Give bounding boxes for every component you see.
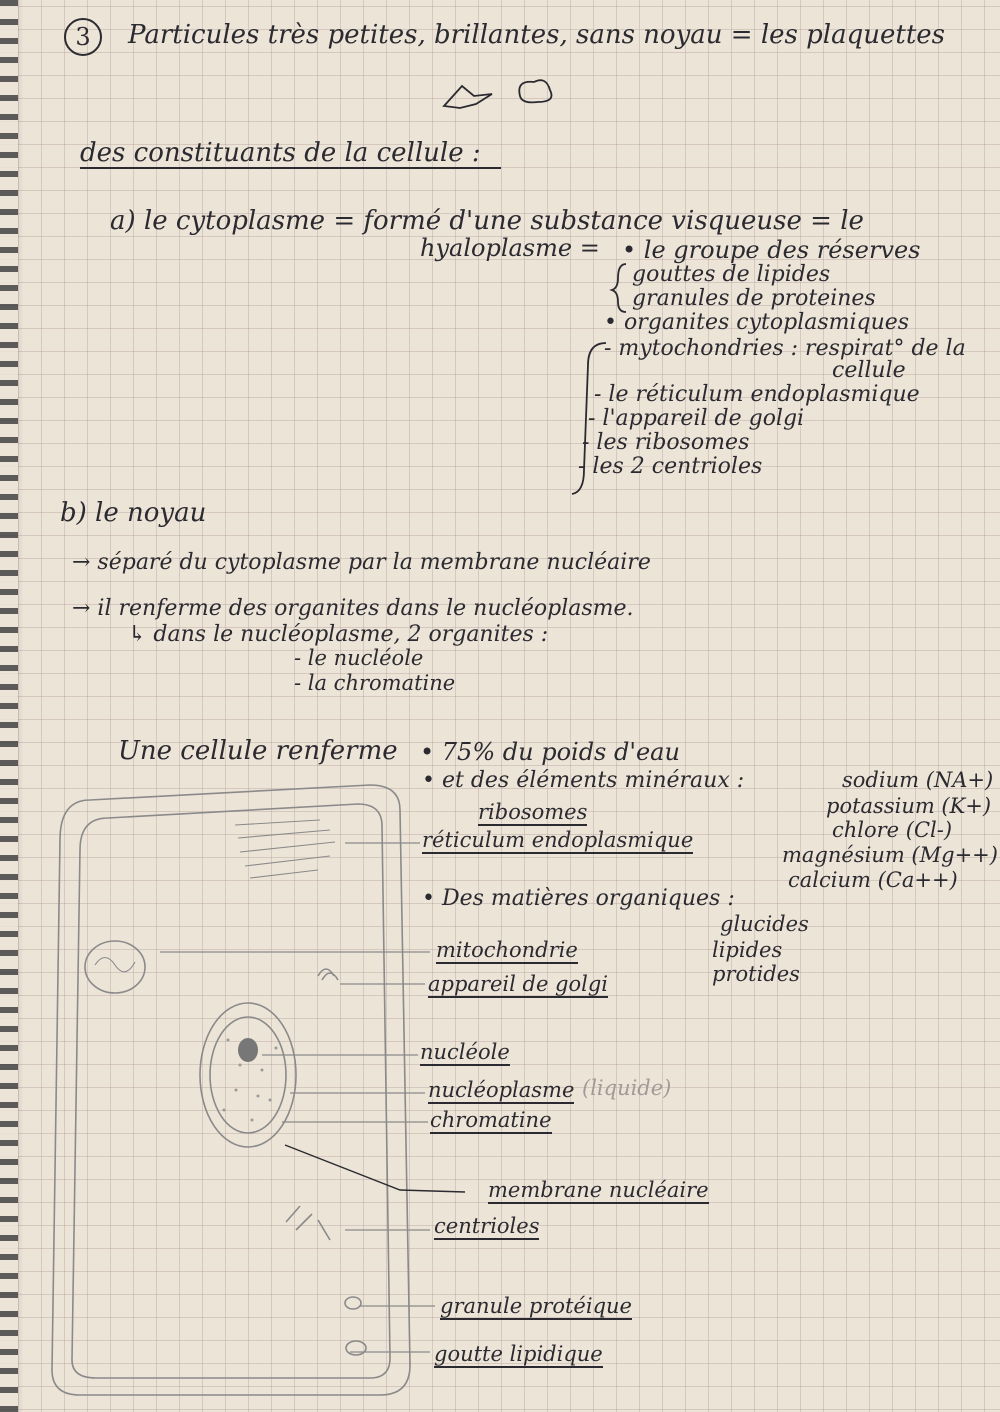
label-nucleolus: nucléole [420, 1040, 510, 1064]
reserves-item: • le groupe des réserves [622, 236, 921, 264]
label-ribosomes: ribosomes [478, 800, 588, 824]
nucleus-organite: - le nucléole [294, 646, 424, 670]
doodle-icon [444, 86, 492, 108]
organites-heading: • organites cytoplasmiques [604, 310, 910, 335]
mineral-value: potassium (K+) [826, 794, 992, 818]
lipid-drops-item: gouttes de lipides [632, 262, 831, 287]
label-mitochondria: mitochondrie [436, 938, 578, 962]
water-item: • 75% du poids d'eau [420, 738, 680, 766]
item-number: 3 [64, 18, 102, 56]
label-nucleoplasm-note: (liquide) [582, 1076, 672, 1100]
golgi-sketch [318, 969, 338, 980]
doodle-icon [519, 80, 551, 102]
brace-line [612, 264, 626, 312]
platelets-line: Particules très petites, brillantes, sans noyau = les plaquettes [128, 20, 945, 50]
protein-granules-item: granules de proteines [632, 286, 876, 311]
organite-item: - mytochondries : respirat° de la [604, 336, 966, 361]
label-nuclear-membrane: membrane nucléaire [488, 1178, 709, 1202]
nucleus-inner-outline [210, 1017, 286, 1133]
reticulum-sketch [235, 820, 335, 878]
label-protein-granule: granule protéique [440, 1294, 632, 1318]
cytoplasm-definition: a) le cytoplasme = formé d'une substance visqueuse = le [110, 206, 864, 236]
organic-matter-item: • Des matières organiques : [422, 886, 735, 911]
nucleus-line: → séparé du cytoplasme par la membrane nucléaire [72, 550, 651, 575]
cell-membrane-inner-outline [72, 804, 390, 1378]
mineral-value: sodium (NA+) [842, 768, 994, 792]
mineral-value: chlore (Cl-) [832, 818, 953, 842]
organite-item: cellule [832, 358, 906, 383]
section-title: des constituants de la cellule : [80, 140, 501, 169]
leader-lines [160, 843, 435, 1352]
nucleolus-dot [238, 1038, 258, 1062]
organite-item: - les ribosomes [582, 430, 750, 455]
centriole-sketch [286, 1206, 330, 1240]
mitochondria-sketch [85, 941, 145, 993]
hyaloplasm-label: hyaloplasme = [420, 234, 600, 262]
label-golgi: appareil de golgi [428, 972, 609, 996]
mineral-value: calcium (Ca++) [788, 868, 958, 892]
organic-value: protides [712, 962, 800, 986]
nucleus-line: → il renferme des organites dans le nucléoplasme. [72, 596, 634, 621]
minerals-item: • et des éléments minéraux : [422, 768, 745, 793]
membrane-leader-line [285, 1145, 465, 1192]
organic-value: lipides [712, 938, 783, 962]
lipid-drop-sketch [346, 1341, 366, 1355]
label-nucleoplasm: nucléoplasme [428, 1078, 575, 1102]
cell-membrane-outline [52, 785, 410, 1395]
organite-item: - les 2 centrioles [578, 454, 763, 479]
label-chromatin: chromatine [430, 1108, 552, 1132]
granule-sketch [345, 1297, 361, 1309]
nucleus-outline [200, 1003, 296, 1147]
label-lipid-drop: goutte lipidique [434, 1342, 603, 1366]
label-centrioles: centrioles [434, 1214, 540, 1238]
organic-value: glucides [720, 912, 809, 936]
organite-item: - le réticulum endoplasmique [594, 382, 920, 407]
organite-item: - l'appareil de golgi [588, 406, 805, 431]
nucleus-organite: - la chromatine [294, 671, 456, 695]
nucleus-line: ↳ dans le nucléoplasme, 2 organites : [128, 622, 549, 647]
mineral-value: magnésium (Mg++) [782, 843, 998, 867]
label-reticulum: réticulum endoplasmique [422, 828, 694, 852]
cell-composition-lead: Une cellule renferme [118, 736, 398, 766]
nucleus-heading: b) le noyau [60, 498, 207, 528]
